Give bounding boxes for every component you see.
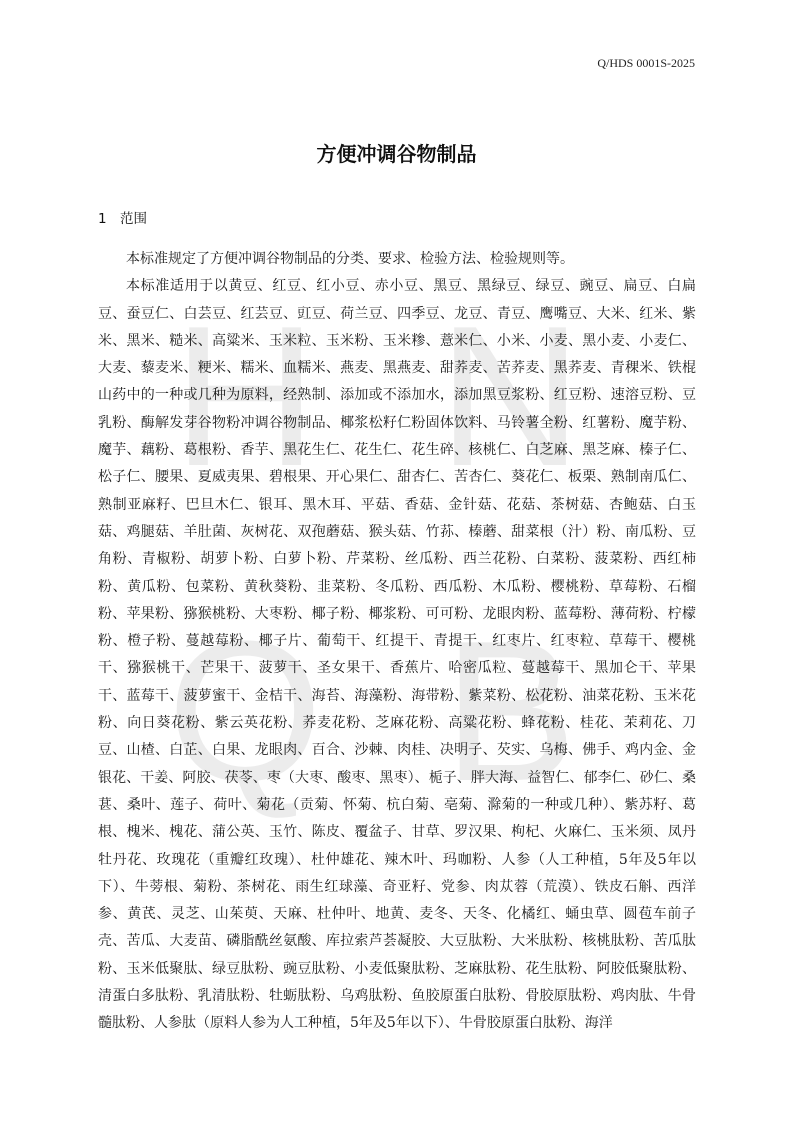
watermark-letter-h: H: [172, 285, 318, 508]
document-title: 方便冲调谷物制品: [316, 142, 477, 166]
watermark-letter-b: B: [443, 600, 577, 823]
scope-paragraph-1: 本标准规定了方便冲调谷物制品的分类、要求、检验方法、检验规则等。: [126, 251, 574, 267]
document-body: [98, 246, 696, 1038]
section-title: 范围: [120, 211, 147, 227]
scope-paragraph-2: 本标准适用于以黄豆、红豆、红小豆、赤小豆、黑豆、黑绿豆、绿豆、豌豆、扁豆、白扁豆、蚕豆仁、白芸豆、红芸豆、豇豆、荷兰豆、四季豆、龙豆、青豆、鹰嘴豆、大米、红米、紫米、黑米、糙米、高粱米、玉米粒、玉米粉、玉米糁、薏米仁、小米、小麦、黑小麦、小麦仁、大麦、藜麦米、粳米、糯米、血糯米、燕麦、黑燕麦、甜荞麦、苦荞麦、黑荞麦、青稞米、铁棍山药中的一种或几种为原料，经熟制、添加或不添加水，添加黑豆浆粉、红豆粉、速溶豆粉、豆乳粉、酶解发芽谷物粉冲调谷物制品、椰浆松籽仁粉固体饮料、马铃薯全粉、红薯粉、魔芋粉、魔芋、藕粉、葛根粉、香芋、黑花生仁、花生仁、花生碎、核桃仁、白芝麻、黑芝麻、榛子仁、松子仁、腰果、夏威夷果、碧根果、开心果仁、甜杏仁、苦杏仁、葵花仁、板栗、熟制南瓜仁、熟制亚麻籽、巴旦木仁、银耳、黑木耳、平菇、香菇、金针菇、花菇、茶树菇、杏鲍菇、白玉菇、鸡腿菇、羊肚菌、灰树花、双孢蘑菇、猴头菇、竹荪、榛蘑、甜菜根（汁）粉、南瓜粉、豆角粉、青椒粉、胡萝卜粉、白萝卜粉、芹菜粉、丝瓜粉、西兰花粉、白菜粉、菠菜粉、西红柿粉、黄瓜粉、包菜粉、黄秋葵粉、韭菜粉、冬瓜粉、西瓜粉、木瓜粉、樱桃粉、草莓粉、石榴粉、苹果粉、猕猴桃粉、大枣粉、椰子粉、椰浆粉、可可粉、龙眼肉粉、蓝莓粉、薄荷粉、柠檬粉、橙子粉、蔓越莓粉、椰子片、葡萄干、红提干、青提干、红枣片、红枣粒、草莓干、樱桃干、猕猴桃干、芒果干、菠萝干、圣女果干、香蕉片、哈密瓜粒、蔓越莓干、黑加仑干、苹果干、蓝莓干、菠萝蜜干、金桔干、海苔、海藻粉、海带粉、紫菜粉、松花粉、油菜花粉、玉米花粉、向日葵花粉、紫云英花粉、荞麦花粉、芝麻花粉、高粱花粉、蜂花粉、桂花、茉莉花、刀豆、山楂、白芷、白果、龙眼肉、百合、沙棘、肉桂、决明子、芡实、乌梅、佛手、鸡内金、金银花、干姜、阿胶、茯苓、枣（大枣、酸枣、黑枣）、栀子、胖大海、益智仁、郁李仁、砂仁、桑葚、桑叶、莲子、荷叶、菊花（贡菊、怀菊、杭白菊、亳菊、滁菊的一种或几种）、紫苏籽、葛根、槐米、槐花、蒲公英、玉竹、陈皮、覆盆子、甘草、罗汉果、枸杞、火麻仁、玉米须、凤丹牡丹花、玫瑰花（重瓣红玫瑰）、杜仲雄花、辣木叶、玛咖粉、人参（人工种植，5年及5年以下）、牛蒡根、菊粉、茶树花、雨生红球藻、奇亚籽、党参、肉苁蓉（荒漠）、铁皮石斛、西洋参、黄芪、灵芝、山茱萸、天麻、杜仲叶、地黄、麦冬、天冬、化橘红、蛹虫草、圆苞车前子壳、苦瓜、大麦苗、磷脂酰丝氨酸、库拉索芦荟凝胶、大豆肽粉、大米肽粉、核桃肽粉、苦瓜肽粉、玉米低聚肽、绿豆肽粉、豌豆肽粉、小麦低聚肽粉、芝麻肽粉、花生肽粉、阿胶低聚肽粉、清蛋白多肽粉、乳清肽粉、牡蛎肽粉、乌鸡肽粉、鱼胶原蛋白肽粉、骨胶原肽粉、鸡肉肽、牛骨髓肽粉、人参肽（原料人参为人工种植，5年及5年以下）、牛骨胶原蛋白肽粉、海洋: [98, 278, 696, 1032]
section-number: 1: [98, 211, 107, 227]
watermark-letter-q: Q: [167, 600, 323, 823]
section-heading: [98, 207, 147, 227]
watermark-letter-n: N: [437, 285, 583, 508]
standard-code: Q/HDS 0001S-2025: [597, 56, 695, 70]
